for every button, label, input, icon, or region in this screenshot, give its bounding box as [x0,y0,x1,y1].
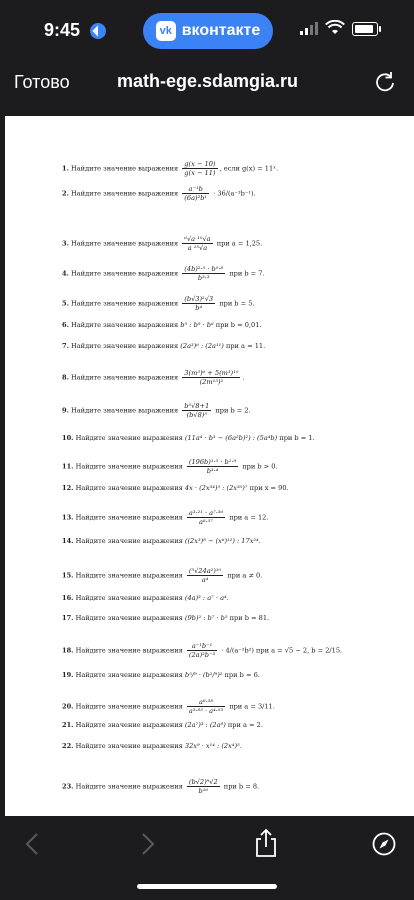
fraction-denominator: a³·⁸⁵ · a⁴·⁵³ [188,707,224,715]
fraction-denominator: a ¹⁵√a [187,244,208,252]
fraction-denominator: g(x − 11) [184,169,216,177]
task-expression: (2a³)⁶ : (2a¹¹) [180,342,226,350]
task-prompt: Найдите значение выражения [75,434,183,442]
task-item [62,295,255,312]
task-prompt: Найдите значение выражения [71,164,179,173]
task-item [62,671,260,679]
back-chevron-icon[interactable] [24,832,40,856]
vk-logo-icon: vk [156,21,176,41]
task-number: 6. [62,321,69,329]
task-number: 11. [62,462,74,471]
compass-icon[interactable] [372,832,396,856]
task-item [62,721,263,729]
task-number: 4. [62,269,69,278]
task-number: 5. [62,299,69,308]
task-condition: при b = 2. [213,406,251,415]
task-expression: 32x⁹ · x¹⁴ : (2x⁴)⁵ [184,742,240,750]
task-number: 22. [62,742,74,750]
task-fraction [182,369,240,386]
task-fraction [182,295,215,312]
task-prompt: Найдите значение выражения [75,702,183,711]
task-fraction [187,458,238,475]
done-button[interactable]: Готово [14,72,70,92]
task-condition: при b = 0,01. [213,321,262,329]
task-condition: при b = 5. [217,299,255,308]
reload-icon[interactable] [374,71,396,93]
task-item [62,614,269,622]
fraction-numerator: ⁶√a ¹⁰√a [184,235,211,243]
task-item [62,698,275,715]
task-expression: 4x · (2x³⁴)⁵ : (2x³⁰)⁷ [184,484,250,492]
task-condition: при x = 90. [249,484,289,492]
fraction-numerator: (b√2)⁹√2 [188,778,218,786]
task-prompt: Найдите значение выражения [71,269,179,278]
task-condition: при b = 81. [229,614,270,622]
task-item [62,567,262,584]
task-item [62,458,278,475]
task-item [62,342,265,350]
task-expression: (11a⁴ · b³ − (6a²b)²) : (5a⁴b) [184,434,280,442]
share-icon[interactable] [254,828,278,858]
fraction-denominator: b³·³ [197,274,210,282]
task-fraction [182,265,225,282]
url-label[interactable]: math-ege.sdamgia.ru [117,71,299,91]
task-number: 16. [62,594,74,602]
task-prompt: Найдите значение выражения [75,594,183,602]
fraction-denominator: b¹⁶ [198,787,209,795]
task-condition: при a ≠ 0. [225,571,263,580]
task-prompt: Найдите значение выражения [75,646,183,655]
task-expression: b⁵/⁹ · (b²/⁹)² [184,671,225,679]
fraction-numerator: a⁻¹b [182,185,209,194]
task-condition: · 36/(a⁻³b⁻¹). [211,189,256,198]
task-condition: при b = 7. [227,269,265,278]
fraction-numerator: a⁸·³⁸ [187,698,225,707]
task-fraction [182,402,211,419]
task-prompt: Найдите значение выражения [75,537,183,545]
task-expression: b⁵ : b⁹ · b⁶ [180,321,214,329]
task-prompt: Найдите значение выражения [75,782,183,791]
task-prompt: Найдите значение выражения [75,571,183,580]
task-prompt: Найдите значение выражения [75,742,183,750]
task-expression: ((2x³)⁸ − (x⁶)¹²) : 17x²⁴ [184,537,259,545]
fraction-numerator: (b√3)²√3 [184,295,214,303]
task-condition: при b = 8. [221,782,260,791]
task-fraction [182,185,209,202]
task-item [62,160,278,177]
fraction-denominator: b³·⁴ [206,467,219,475]
task-item [62,509,268,526]
fraction-numerator: g(x − 10) [184,160,216,168]
clock: 9:45 [44,20,81,40]
fraction-numerator: (⁵√24a²)¹⁰ [188,567,222,575]
task-condition: . [242,373,245,382]
task-condition: при a = 11. [225,342,266,350]
task-prompt: Найдите значение выражения [75,671,183,679]
task-item [62,537,261,545]
task-condition: при a = 1,25. [214,239,263,248]
task-expression: (4a)³ : a⁷ · a⁴ [184,594,227,602]
task-item [62,642,342,659]
fraction-numerator: (4b)²·⁵ · b⁰·⁸ [184,265,224,273]
fraction-denominator: (b√8)⁵ [186,411,207,419]
task-condition: при a = 2. [227,721,263,729]
task-number: 8. [62,373,69,382]
task-prompt: Найдите значение выражения [71,321,179,329]
task-condition: при b = 1. [279,434,315,442]
task-prompt: Найдите значение выражения [75,484,183,492]
task-condition: при a = 12. [227,513,269,522]
fraction-numerator: a³·²¹ · a⁷·³⁶ [188,509,224,517]
home-indicator [137,884,277,889]
task-number: 1. [62,164,69,173]
task-prompt: Найдите значение выражения [71,299,179,308]
task-number: 18. [62,646,74,655]
wifi-icon [325,20,345,36]
task-number: 23. [62,782,74,791]
fraction-denominator: (6a)²b¹ [184,194,208,202]
battery-icon [352,22,378,36]
task-item [62,434,315,442]
task-prompt: Найдите значение выражения [75,721,183,729]
location-arrow-icon [90,23,106,39]
task-item [62,321,262,329]
browser-navbar [0,62,414,104]
task-number: 9. [62,406,69,415]
fraction-denominator: (2m¹⁵)² [199,378,224,386]
task-prompt: Найдите значение выражения [75,614,183,622]
task-expression: (9b)² : b⁷ · b⁵ [184,614,230,622]
task-condition: при b > 0. [240,462,278,471]
fraction-numerator: (196b)¹·⁵ · b¹·⁹ [188,458,237,466]
task-expression: (2a⁷)³ : (2a⁸) [184,721,228,729]
task-fraction [187,509,225,526]
task-fraction [187,698,225,715]
task-number: 15. [62,571,74,580]
fraction-numerator: 3(m⁵)⁶ + 5(m³)¹⁰ [184,369,239,377]
back-to-app-pill[interactable] [143,13,273,49]
task-item [62,778,259,795]
task-number: 17. [62,614,74,622]
task-fraction [182,235,212,252]
forward-chevron-icon[interactable] [140,832,156,856]
task-number: 3. [62,239,69,248]
task-prompt: Найдите значение выражения [71,406,179,415]
fraction-denominator: a⁸·⁵⁷ [199,518,213,526]
task-condition: . [258,537,261,545]
task-condition: . [226,594,229,602]
fraction-denominator: (2a)²b⁻³ [188,651,216,659]
back-to-app-label: вконтакте [181,22,261,39]
fraction-denominator: a⁴ [201,576,209,584]
task-item [62,369,245,386]
task-prompt: Найдите значение выражения [71,239,179,248]
task-item [62,235,262,252]
task-item [62,484,289,492]
task-fraction [187,567,223,584]
fraction-denominator: b⁴ [195,304,203,312]
task-fraction [187,642,217,659]
task-prompt: Найдите значение выражения [75,462,183,471]
fraction-numerator: b⁵√8+1 [184,402,210,410]
task-fraction [182,160,217,177]
task-fraction [187,778,220,795]
task-condition: , если g(x) = 11ˣ. [219,164,279,173]
task-item [62,185,256,202]
task-number: 21. [62,721,74,729]
task-prompt: Найдите значение выражения [71,342,179,350]
task-number: 20. [62,702,74,711]
task-number: 19. [62,671,74,679]
task-prompt: Найдите значение выражения [71,189,179,198]
task-prompt: Найдите значение выражения [71,373,179,382]
document-page [5,116,414,816]
cellular-signal-icon [300,22,318,35]
task-condition: · 4/(a⁻²b²) при a = √5 − 2, b = 2/15. [219,646,343,655]
task-number: 10. [62,434,74,442]
status-bar [0,0,414,60]
task-condition: при a = 3/11. [227,702,275,711]
task-number: 14. [62,537,74,545]
task-condition: при b = 6. [224,671,260,679]
task-number: 13. [62,513,74,522]
task-number: 7. [62,342,69,350]
task-number: 2. [62,189,69,198]
task-item [62,742,242,750]
task-item [62,402,251,419]
task-prompt: Найдите значение выражения [75,513,183,522]
task-condition: . [239,742,242,750]
fraction-numerator: a⁻¹b⁻¹ [187,642,217,651]
task-item [62,594,229,602]
task-item [62,265,265,282]
task-number: 12. [62,484,74,492]
